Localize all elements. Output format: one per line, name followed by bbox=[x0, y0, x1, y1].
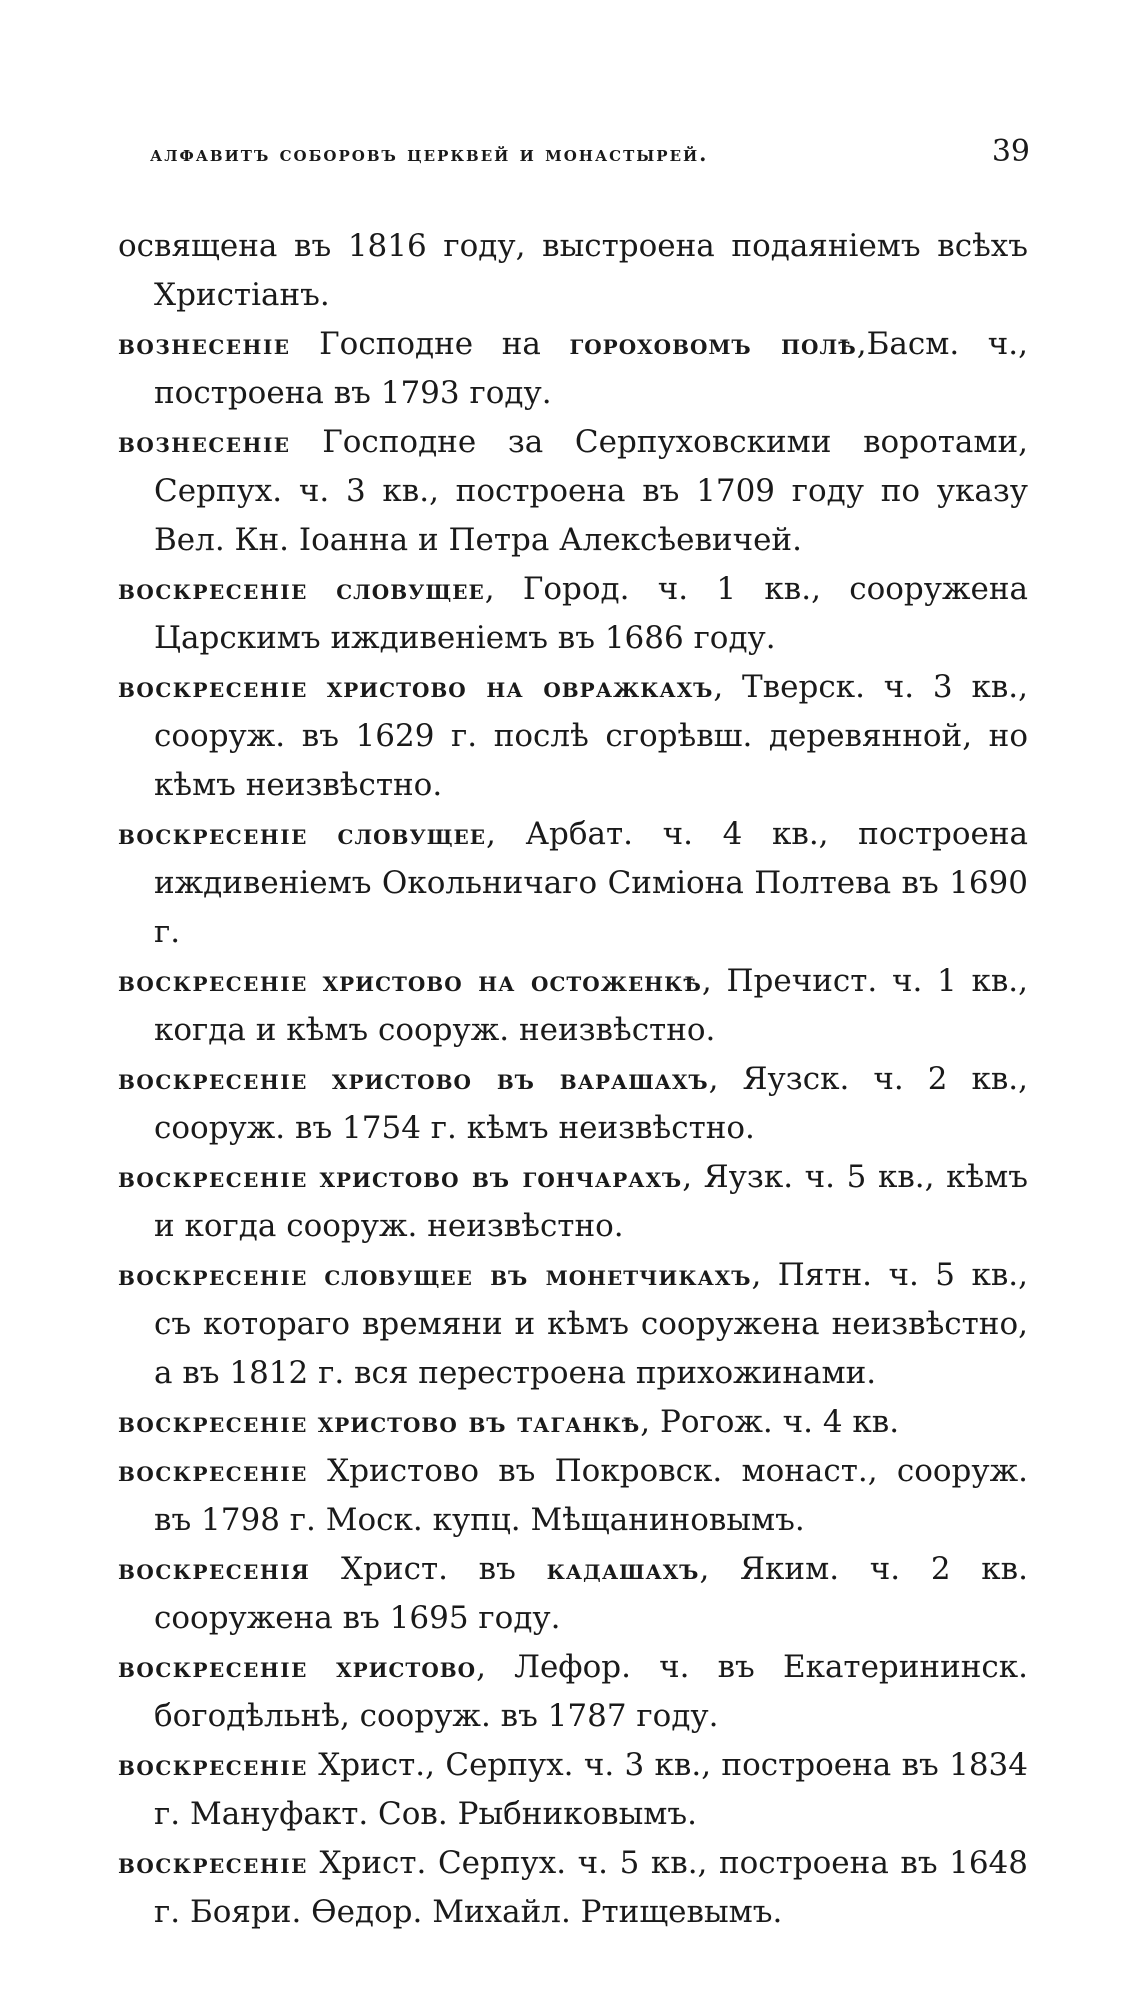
entry bbox=[118, 1741, 1028, 1839]
entry bbox=[118, 320, 1028, 418]
entry-heading: воскресеніе bbox=[118, 1455, 308, 1488]
entry bbox=[118, 1153, 1028, 1251]
entry bbox=[118, 418, 1028, 565]
entry bbox=[118, 1839, 1028, 1937]
entry-heading: воскресеніе bbox=[118, 1749, 308, 1782]
entry-place-name: христово на остоженкѣ bbox=[322, 965, 702, 998]
entry-heading: вознесеніе bbox=[118, 328, 291, 361]
entry-heading: вознесеніе bbox=[118, 426, 291, 459]
entry-text: , Лефор. ч. въ Екатерининск. богодѣльнѣ, сооруж. въ 1787 году. bbox=[154, 1649, 1029, 1734]
entry-text: , Город. ч. 1 кв., сооружена Царскимъ иждивеніемъ въ 1686 году. bbox=[154, 571, 1029, 656]
entry-heading: воскресеніе bbox=[118, 1259, 308, 1292]
entry-place-name: христово на овражкахъ bbox=[326, 671, 714, 704]
entry-text: Христ. Серпух. ч. 5 кв., построена въ 1648 г. Бояри. Ѳедор. Михайл. Ртищевымъ. bbox=[154, 1845, 1028, 1930]
entry-text bbox=[308, 816, 338, 852]
entry bbox=[118, 1447, 1028, 1545]
entry-text bbox=[308, 669, 327, 705]
entry-place-name: христово въ гончарахъ bbox=[319, 1161, 683, 1194]
entry-place-name: словущее въ монетчикахъ bbox=[324, 1259, 752, 1292]
entry-text: ,Басм. ч., построена въ 1793 году. bbox=[154, 326, 1028, 411]
entry-heading: воскресеніе bbox=[118, 1651, 308, 1684]
entry-text: Христ., Серпух. ч. 3 кв., построена въ 1834 г. Мануфакт. Сов. Рыбниковымъ. bbox=[154, 1747, 1028, 1832]
entry-text: Христ. въ bbox=[310, 1551, 547, 1587]
entry-text: , Рогож. ч. 4 кв. bbox=[640, 1404, 900, 1440]
entry-text: , Яким. ч. 2 кв. сооружена въ 1695 году. bbox=[154, 1551, 1028, 1636]
entry-text: освящена въ 1816 году, выстроена подаяніемъ всѣхъ Христіанъ. bbox=[118, 228, 1028, 313]
entry-heading: воскресеніе bbox=[118, 818, 308, 851]
entry-text: , Яузк. ч. 5 кв., кѣмъ и когда сооруж. неизвѣстно. bbox=[154, 1159, 1028, 1244]
entry-text: , Пречист. ч. 1 кв., когда и кѣмъ сооруж. неизвѣстно. bbox=[154, 963, 1029, 1048]
running-head-title: алфавитъ соборовъ церквей и монастырей. bbox=[150, 141, 709, 166]
entry-text: , Тверск. ч. 3 кв., сооруж. въ 1629 г. послѣ сгорѣвш. деревянной, но кѣмъ неизвѣстно. bbox=[154, 669, 1028, 803]
entry bbox=[118, 1251, 1028, 1398]
entry-text bbox=[308, 1061, 332, 1097]
entry-text bbox=[308, 1159, 320, 1195]
entry-place-name: словущее bbox=[336, 573, 485, 606]
entry-heading: воскресеніе bbox=[118, 1063, 308, 1096]
entry-continuation bbox=[118, 222, 1028, 320]
entry-place-name: христово въ варашахъ bbox=[331, 1063, 709, 1096]
entry bbox=[118, 810, 1028, 957]
entry-heading: воскресенія bbox=[118, 1553, 311, 1586]
entry-list bbox=[118, 222, 1028, 1937]
entry-text: Господне за Серпуховскими воротами, Серпух. ч. 3 кв., построена въ 1709 году по указу Вел. Кн. Іоанна и Петра Алексѣевичей. bbox=[154, 424, 1028, 558]
entry-heading: воскресеніе bbox=[118, 671, 308, 704]
entry-text bbox=[308, 1257, 324, 1293]
entry-text: Христово въ Покровск. монаст., сооруж. въ 1798 г. Моск. купц. Мѣщаниновымъ. bbox=[154, 1453, 1028, 1538]
entry bbox=[118, 663, 1028, 810]
entry-text bbox=[308, 963, 323, 999]
entry-text bbox=[308, 1649, 336, 1685]
entry-place-name: кадашахъ bbox=[546, 1553, 700, 1586]
entry-text bbox=[308, 571, 336, 607]
entry-place-name: христово въ таганкѣ bbox=[317, 1406, 641, 1439]
entry-heading: воскресеніе bbox=[118, 573, 308, 606]
entry bbox=[118, 957, 1028, 1055]
running-head bbox=[150, 134, 1030, 169]
entry-heading: воскресеніе bbox=[118, 1161, 308, 1194]
entry-place-name: словущее bbox=[337, 818, 487, 851]
entry bbox=[118, 1055, 1028, 1153]
entry bbox=[118, 1398, 1028, 1447]
entry-text bbox=[308, 1404, 318, 1440]
entry bbox=[118, 565, 1028, 663]
entry-heading: воскресеніе bbox=[118, 1406, 308, 1439]
entry-place-name: христово bbox=[336, 1651, 477, 1684]
page-number: 39 bbox=[991, 134, 1030, 169]
entry-text: , Арбат. ч. 4 кв., построена иждивеніемъ Окольничаго Симіона Полтева въ 1690 г. bbox=[154, 816, 1028, 950]
entry-text: , Пятн. ч. 5 кв., съ котораго времяни и кѣмъ сооружена неизвѣстно, а въ 1812 г. вся перестроена прихожинами. bbox=[154, 1257, 1028, 1391]
entry-place-name: гороховомъ полѣ bbox=[569, 328, 857, 361]
entry-heading: воскресеніе bbox=[118, 1847, 308, 1880]
entry-heading: воскресеніе bbox=[118, 965, 308, 998]
entry-text: Господне на bbox=[290, 326, 570, 362]
entry bbox=[118, 1545, 1028, 1643]
entry bbox=[118, 1643, 1028, 1741]
entry-text: , Яузск. ч. 2 кв., сооруж. въ 1754 г. кѣмъ неизвѣстно. bbox=[154, 1061, 1028, 1146]
